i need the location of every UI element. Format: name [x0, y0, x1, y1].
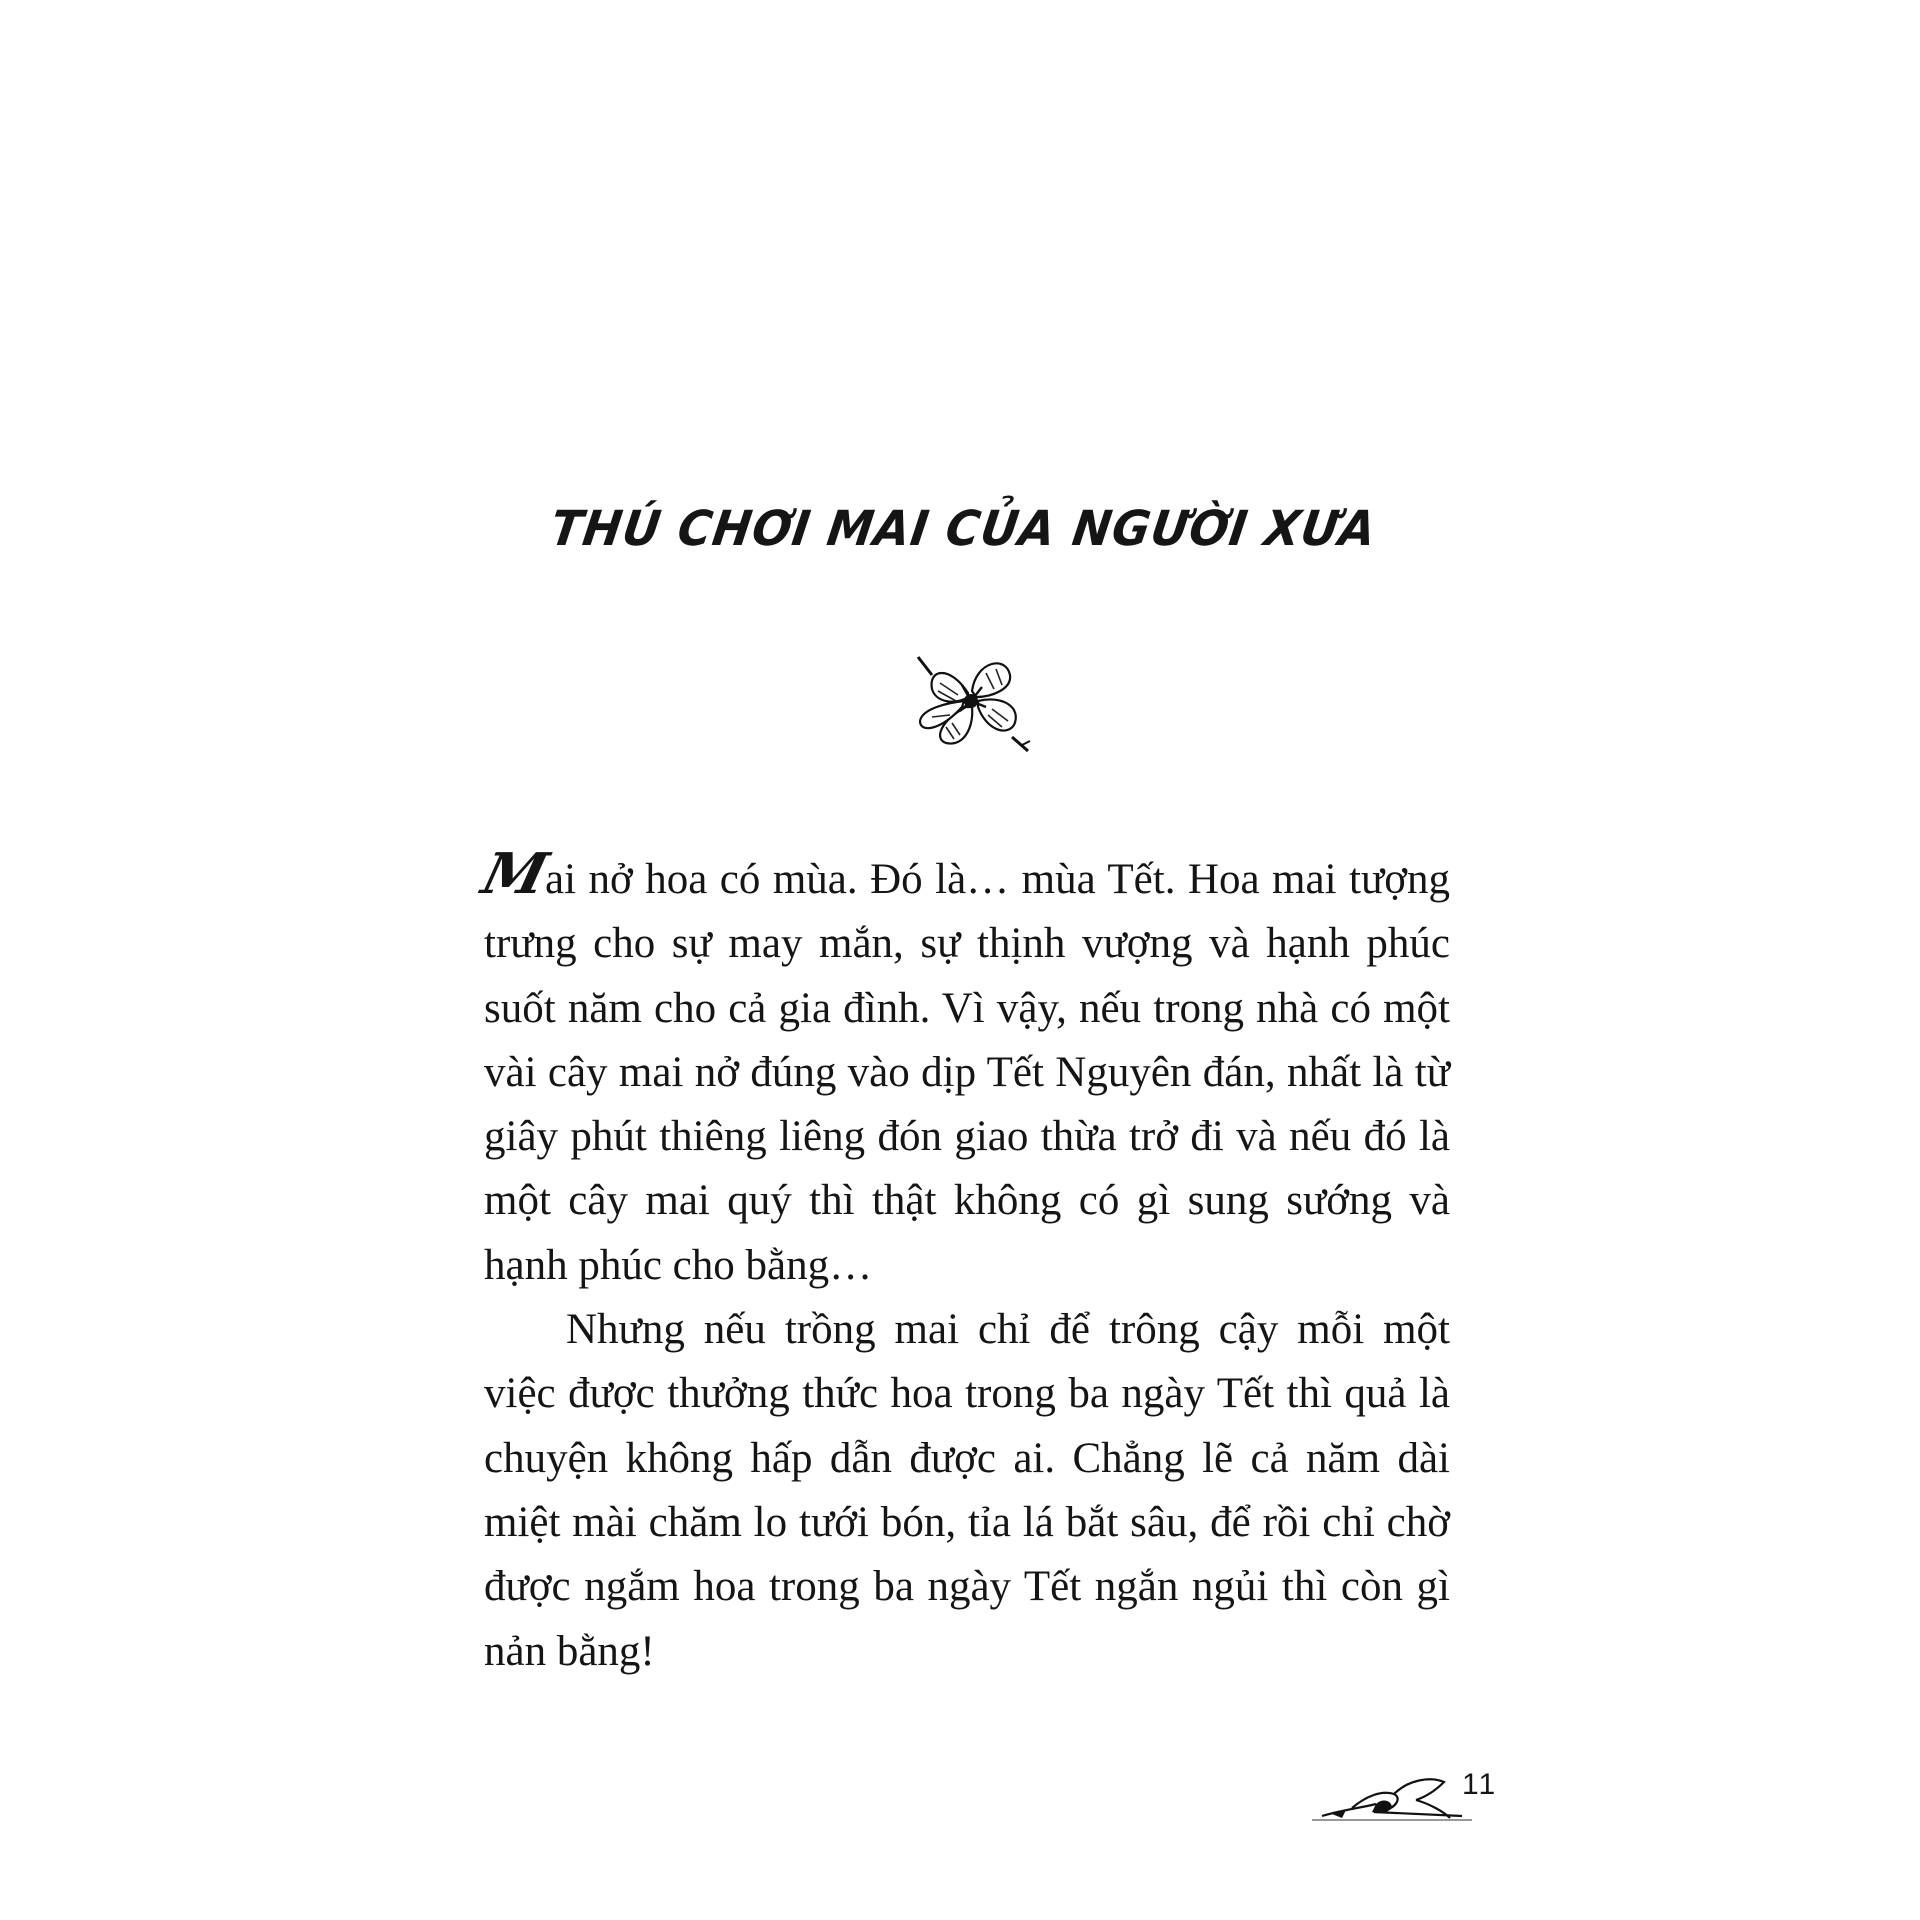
paragraph-2: Nhưng nếu trồng mai chỉ để trông cậy mỗi một việc được thưởng thức hoa trong ba ngày Tết thì quả là chuyện không hấp dẫn được ai. Chẳng lẽ cả năm dài miệt mài chăm lo tưới bón, tỉa lá bắt sâu, để rồi chỉ chờ được ngắm hoa trong ba ngày Tết ngắn ngủi thì còn gì nản bằng!	[484, 1306, 1450, 1675]
paragraph-1-text: ai nở hoa có mùa. Đó là… mùa Tết. Hoa mai tượng trưng cho sự may mắn, sự thịnh vượng và hạnh phúc suốt năm cho cả gia đình. Vì vậy, nếu trong nhà có một vài cây mai nở đúng vào dịp Tết Nguyên đán, nhất là từ giây phút thiêng liêng đón giao thừa trở đi và nếu đó là một cây mai quý thì thật không có gì sung sướng và hạnh phúc cho bằng…	[484, 856, 1450, 1289]
drop-cap: M	[475, 841, 551, 907]
plum-blossom-icon	[910, 645, 1040, 755]
page-number: 11	[1462, 1768, 1498, 1801]
chapter-title: THÚ CHƠI MAI CỦA NGƯỜI XƯA	[547, 500, 1381, 557]
body-text	[475, 841, 1450, 1684]
bird-sketch-icon	[1312, 1768, 1472, 1824]
paragraph-1	[475, 841, 1450, 1298]
